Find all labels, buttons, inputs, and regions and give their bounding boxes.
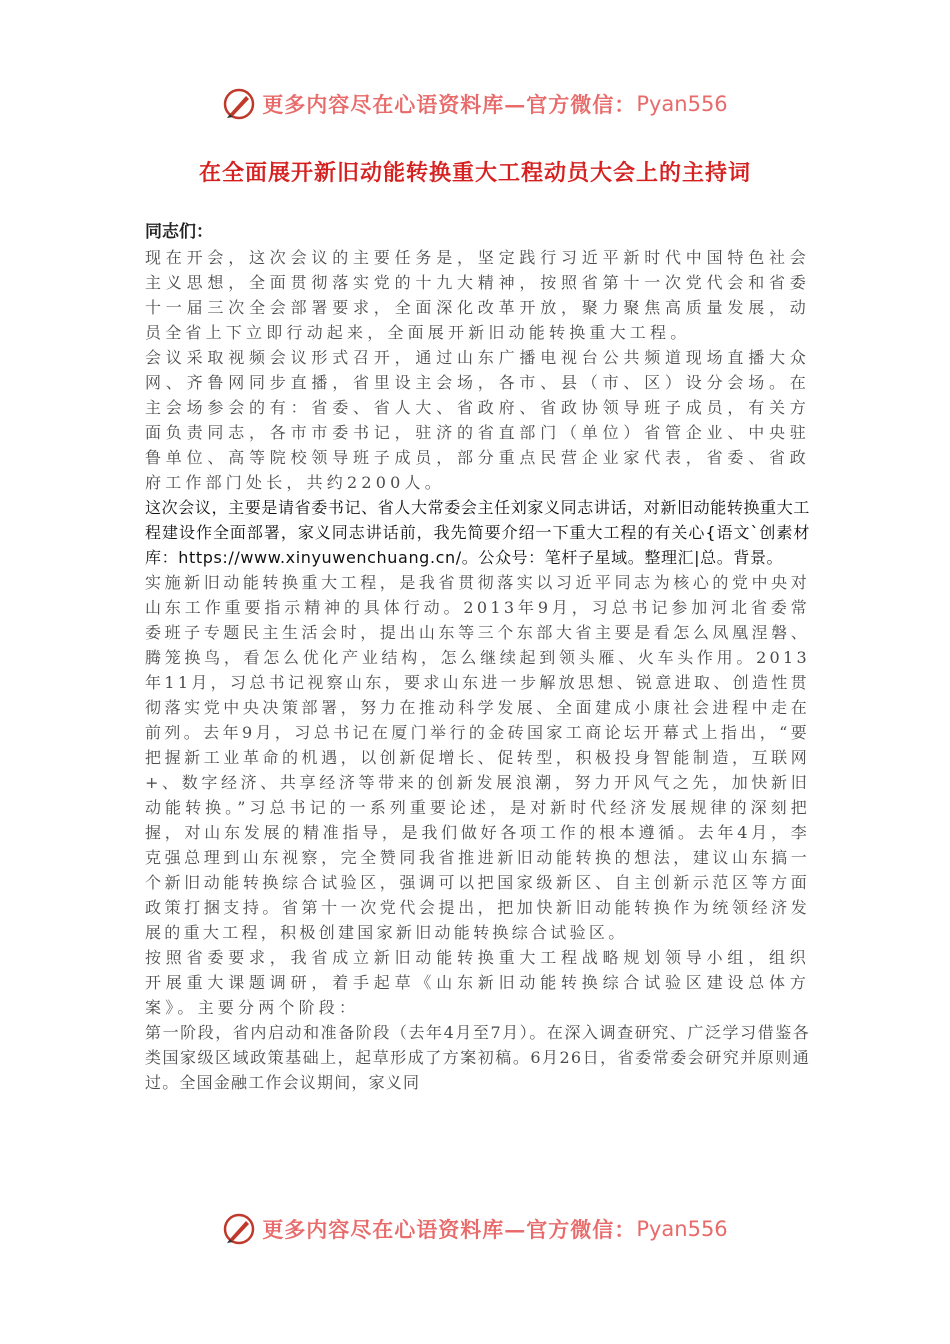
banner-text: 更多内容尽在心语资料库—官方微信： [262,92,637,117]
header-banner [0,82,950,126]
banner-text: 更多内容尽在心语资料库—官方微信： [262,1217,637,1242]
paragraph-6: 第一阶段，省内启动和准备阶段（去年4月至7月）。在深入调查研究、广泛学习借鉴各类国家级区域政策基础上，起草形成了方案初稿。6月26日，省委常委会研究并原则通过。全国金融工作会议期间，家义同 [145,1023,810,1092]
paragraph-2: 会议采取视频会议形式召开，通过山东广播电视台公共频道现场直播大众网、齐鲁网同步直播，省里设主会场，各市、县（市、区）设分会场。在主会场参会的有：省委、省人大、省政府、省政协领导班子成员，有关方面负责同志，各市市委书记，驻济的省直部门（单位）省管企业、中央驻鲁单位、高等院校领导班子成员，部分重点民营企业家代表，省委、省政府工作部门处长，共约2200人。 [145,348,810,492]
greeting: 同志们： [145,222,213,242]
footer-banner [0,1207,950,1251]
paragraph-1: 现在开会，这次会议的主要任务是，坚定践行习近平新时代中国特色社会主义思想，全面贯彻落实党的十九大精神，按照省第十一次党代会和省委十一届三次全会部署要求，全面深化改革开放，聚力聚焦高质量发展，动员全省上下立即行动起来，全面展开新旧动能转换重大工程。 [145,248,810,342]
banner-wechat-id: Pyan556 [636,92,728,116]
pen-logo-icon [222,1212,256,1246]
paragraph-5: 按照省委要求，我省成立新旧动能转换重大工程战略规划领导小组，组织开展重大课题调研，着手起草《山东新旧动能转换综合试验区建设总体方案》。主要分两个阶段： [145,948,810,1017]
paragraph-4: 实施新旧动能转换重大工程，是我省贯彻落实以习近平同志为核心的党中央对山东工作重要指示精神的具体行动。2013年9月，习总书记参加河北省委常委班子专题民主生活会时，提出山东等三个东部大省主要是看怎么凤凰涅磐、腾笼换鸟，看怎么优化产业结构，怎么继续起到领头雁、火车头作用。2013年11月，习总书记视察山东，要求山东进一步解放思想、锐意进取、创造性贯彻落实党中央决策部署，努力在推动科学发展、全面建成小康社会进程中走在前列。去年9月，习总书记在厦门举行的金砖国家工商论坛开幕式上指出，“要把握新工业革命的机遇，以创新促增长、促转型，积极投身智能制造，互联网+、数字经济、共享经济等带来的创新发展浪潮，努力开风气之先，加快新旧动能转换。”习总书记的一系列重要论述，是对新时代经济发展规律的深刻把握，对山东发展的精准指导，是我们做好各项工作的根本遵循。去年4月，李克强总理到山东视察，完全赞同我省推进新旧动能转换的想法，建议山东搞一个新旧动能转换综合试验区，强调可以把国家级新区、自主创新示范区等方面政策打捆支持。省第十一次党代会提出，把加快新旧动能转换作为统领经济发展的重大工程，积极创建国家新旧动能转换综合试验区。 [145,573,810,942]
paragraph-3: 这次会议，主要是请省委书记、省人大常委会主任刘家义同志讲话，对新旧动能转换重大工程建设作全面部署，家义同志讲话前，我先简要介绍一下重大工程的有关心{语文`创素材库：https://www.xinyuwenchuang.cn/。公众号：笔杆子星域。整理汇|总。背景。 [145,498,810,567]
banner-wechat-id: Pyan556 [636,1217,728,1241]
document-title: 在全面展开新旧动能转换重大工程动员大会上的主持词 [198,161,751,186]
pen-logo-icon [222,87,256,121]
document-body [145,220,810,1095]
